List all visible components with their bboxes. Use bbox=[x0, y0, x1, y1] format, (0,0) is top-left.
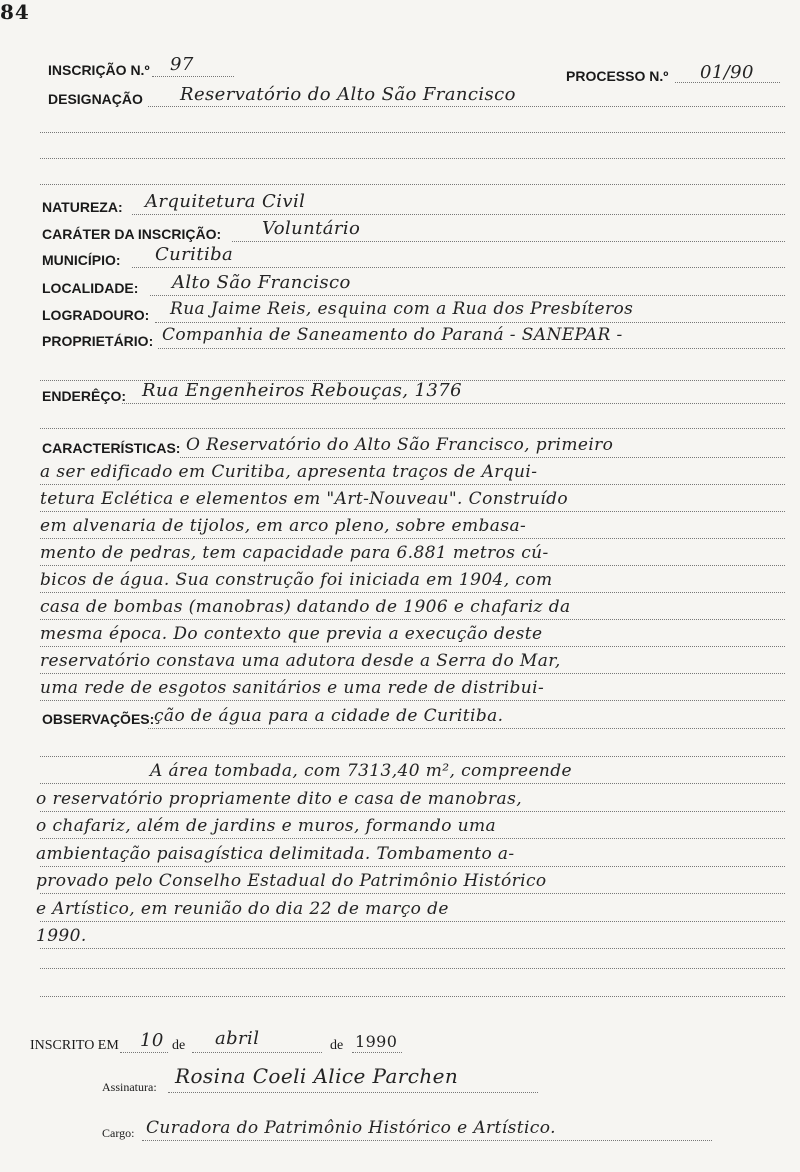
ruled-line bbox=[40, 838, 785, 839]
ruled-line bbox=[40, 756, 785, 757]
handwritten-line: a ser edificado em Curitiba, apresenta traços de Arqui- bbox=[40, 462, 538, 482]
designacao-line bbox=[148, 106, 785, 107]
inscrito-de-1: de bbox=[172, 1038, 186, 1053]
ruled-line bbox=[40, 673, 785, 674]
inscrito-month-line bbox=[192, 1052, 322, 1053]
handwritten-line: reservatório constava uma adutora desde a Serra do Mar, bbox=[40, 651, 561, 671]
page-number: 84 bbox=[0, 0, 30, 24]
blank-line bbox=[40, 132, 785, 133]
ruled-line bbox=[40, 538, 785, 539]
ruled-line bbox=[40, 866, 785, 867]
localidade-value: Alto São Francisco bbox=[172, 272, 351, 293]
inscrito-day: 10 bbox=[140, 1030, 164, 1051]
logradouro-label: LOGRADOURO: bbox=[42, 307, 150, 323]
handwritten-line: ção de água para a cidade de Curitiba. bbox=[154, 706, 504, 726]
processo-value: 01/90 bbox=[700, 62, 754, 83]
cargo-line bbox=[142, 1140, 712, 1141]
assinatura-signature: Rosina Coeli Alice Parchen bbox=[175, 1064, 459, 1088]
natureza-line bbox=[132, 214, 785, 215]
ruled-line bbox=[40, 484, 785, 485]
handwritten-line: o chafariz, além de jardins e muros, formando uma bbox=[36, 816, 497, 836]
handwritten-line: o reservatório propriamente dito e casa de manobras, bbox=[36, 788, 523, 809]
natureza-value: Arquitetura Civil bbox=[145, 191, 306, 212]
blank-line bbox=[40, 184, 785, 185]
localidade-line bbox=[150, 295, 785, 296]
logradouro-line bbox=[155, 322, 785, 323]
inscricao-line bbox=[152, 76, 234, 77]
ruled-line bbox=[40, 811, 785, 812]
designacao-value: Reservatório do Alto São Francisco bbox=[180, 84, 516, 105]
endereco-line bbox=[122, 403, 785, 404]
localidade-label: LOCALIDADE: bbox=[42, 280, 139, 296]
municipio-line bbox=[132, 267, 785, 268]
ruled-line bbox=[40, 646, 785, 647]
ruled-line bbox=[40, 700, 785, 701]
carater-line bbox=[232, 241, 785, 242]
observacoes-label: OBSERVAÇÕES: bbox=[42, 711, 155, 727]
municipio-value: Curitiba bbox=[155, 244, 234, 265]
assinatura-label: Assinatura: bbox=[102, 1080, 157, 1094]
natureza-label: NATUREZA: bbox=[42, 199, 123, 215]
ruled-line bbox=[40, 511, 785, 512]
inscricao-value: 97 bbox=[170, 54, 194, 75]
handwritten-line: e Artístico, em reunião do dia 22 de março de bbox=[36, 898, 449, 919]
ruled-line bbox=[40, 783, 785, 784]
handwritten-line: provado pelo Conselho Estadual do Patrimônio Histórico bbox=[36, 871, 547, 891]
blank-line bbox=[40, 428, 785, 429]
cargo-value: Curadora do Patrimônio Histórico e Artístico. bbox=[146, 1118, 556, 1138]
assinatura-line bbox=[168, 1092, 538, 1093]
proprietario-line bbox=[158, 348, 785, 349]
inscrito-year-line bbox=[352, 1052, 402, 1053]
handwritten-line: tetura Eclética e elementos em "Art-Nouveau". Construído bbox=[40, 489, 569, 509]
handwritten-line: em alvenaria de tijolos, em arco pleno, sobre embasa- bbox=[40, 516, 527, 536]
inscrito-label: INSCRITO EM bbox=[30, 1038, 119, 1053]
blank-line bbox=[40, 968, 785, 969]
handwritten-line: 1990. bbox=[36, 926, 87, 946]
handwritten-line: A área tombada, com 7313,40 m², compreende bbox=[150, 761, 572, 781]
handwritten-line: mento de pedras, tem capacidade para 6.881 metros cú- bbox=[40, 543, 549, 563]
endereco-value: Rua Engenheiros Rebouças, 1376 bbox=[142, 380, 462, 401]
handwritten-line: uma rede de esgotos sanitários e uma rede de distribui- bbox=[40, 678, 545, 698]
ruled-line bbox=[180, 457, 785, 458]
blank-line bbox=[40, 158, 785, 159]
ruled-line bbox=[148, 728, 785, 729]
caracteristicas-label: CARACTERÍSTICAS: bbox=[42, 440, 181, 456]
handwritten-line: mesma época. Do contexto que previa a execução deste bbox=[40, 624, 543, 644]
proprietario-value: Companhia de Saneamento do Paraná - SANEPAR - bbox=[162, 325, 623, 345]
ruled-line bbox=[40, 948, 785, 949]
handwritten-line: ambientação paisagística delimitada. Tombamento a- bbox=[36, 843, 515, 864]
designacao-label: DESIGNAÇÃO bbox=[48, 91, 143, 107]
ruled-line bbox=[40, 565, 785, 566]
inscrito-de-2: de bbox=[330, 1038, 344, 1053]
inscrito-month: abril bbox=[215, 1028, 260, 1049]
handwritten-line: bicos de água. Sua construção foi iniciada em 1904, com bbox=[40, 570, 553, 590]
proprietario-label: PROPRIETÁRIO: bbox=[42, 333, 154, 349]
handwritten-line: casa de bombas (manobras) datando de 1906 e chafariz da bbox=[40, 597, 571, 617]
ruled-line bbox=[40, 921, 785, 922]
municipio-label: MUNICÍPIO: bbox=[42, 252, 121, 268]
inscricao-label: INSCRIÇÃO N.º bbox=[48, 62, 150, 78]
ruled-line bbox=[40, 619, 785, 620]
ruled-line bbox=[40, 592, 785, 593]
carater-label: CARÁTER DA INSCRIÇÃO: bbox=[42, 226, 222, 242]
handwritten-line: O Reservatório do Alto São Francisco, primeiro bbox=[186, 435, 614, 455]
blank-line bbox=[40, 996, 785, 997]
endereco-label: ENDERÊÇO: bbox=[42, 388, 127, 404]
logradouro-value: Rua Jaime Reis, esquina com a Rua dos Presbíteros bbox=[170, 299, 634, 319]
carater-value: Voluntário bbox=[262, 218, 361, 239]
processo-label: PROCESSO N.º bbox=[566, 68, 669, 84]
inscrito-day-line bbox=[120, 1052, 168, 1053]
ruled-line bbox=[40, 893, 785, 894]
cargo-label: Cargo: bbox=[102, 1126, 135, 1140]
inscrito-year: 1990 bbox=[355, 1032, 398, 1051]
